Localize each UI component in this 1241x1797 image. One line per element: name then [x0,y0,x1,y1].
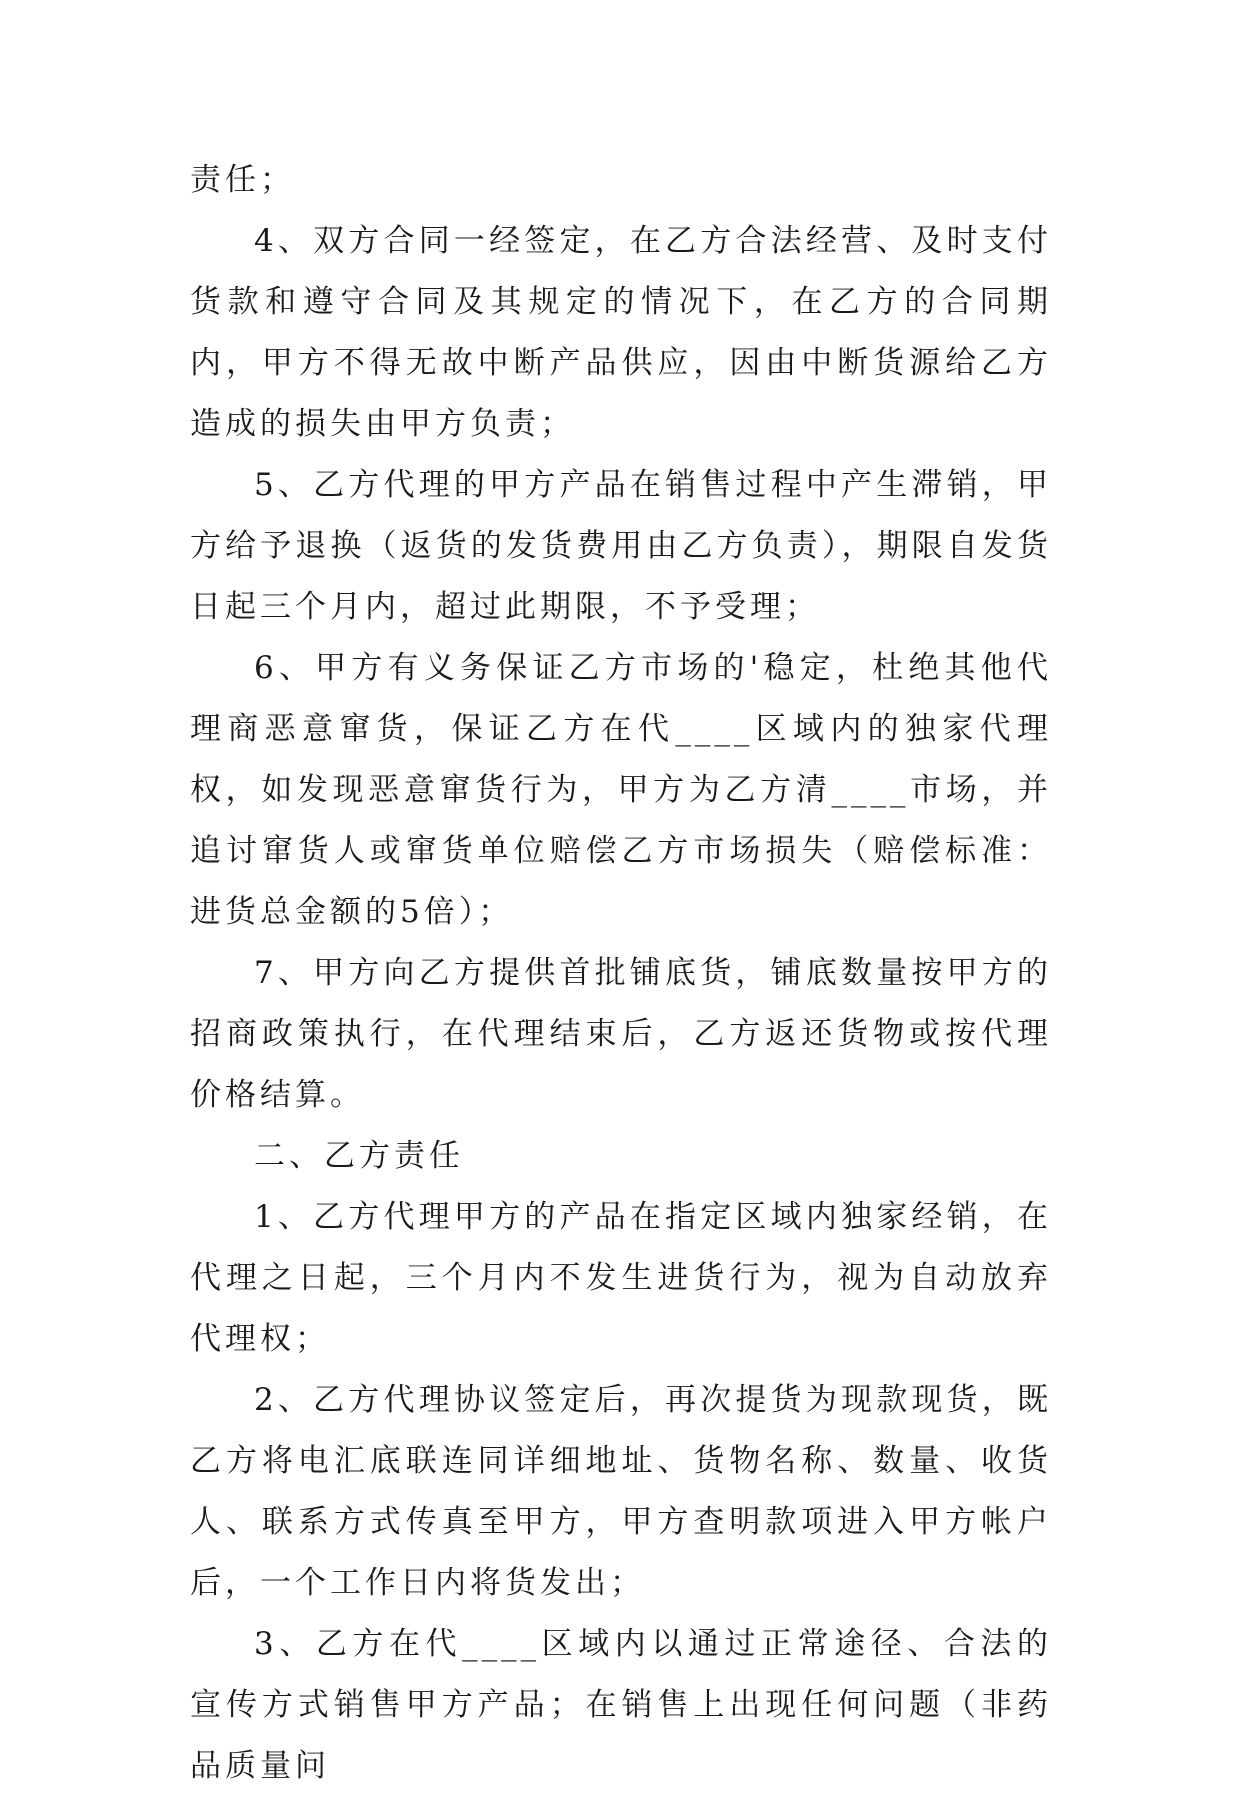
section-heading-party-b: 二、乙方责任 [254,1138,464,1174]
paragraph-b-clause-3: 3、乙方在代____区域内以通过正常途径、合法的宣传方式销售甲方产品；在销售上出现任何问题（非药品质量问 [190,1626,1052,1784]
paragraph-b-clause-1: 1、乙方代理甲方的产品在指定区域内独家经销，在代理之日起，三个月内不发生进货行为，视为自动放弃代理权； [190,1199,1052,1357]
paragraph-responsibility-end: 责任； [190,162,295,198]
paragraph-clause-6: 6、甲方有义务保证乙方市场的'稳定，杜绝其他代理商恶意窜货，保证乙方在代____区域内的独家代理权，如发现恶意窜货行为，甲方为乙方清____市场，并追讨窜货人或窜货单位赔偿乙方市场损失（赔偿标准：进货总金额的5倍）； [190,650,1052,930]
paragraph-clause-7: 7、甲方向乙方提供首批铺底货，铺底数量按甲方的招商政策执行，在代理结束后，乙方返还货物或按代理价格结算。 [190,955,1052,1113]
paragraph-clause-5: 5、乙方代理的甲方产品在销售过程中产生滞销，甲方给予退换（返货的发货费用由乙方负责），期限自发货日起三个月内，超过此期限，不予受理； [190,467,1052,625]
paragraph-clause-4: 4、双方合同一经签定，在乙方合法经营、及时支付货款和遵守合同及其规定的情况下，在乙方的合同期内，甲方不得无故中断产品供应，因由中断货源给乙方造成的损失由甲方负责； [190,223,1052,442]
paragraph-b-clause-2: 2、乙方代理协议签定后，再次提货为现款现货，既乙方将电汇底联连同详细地址、货物名称、数量、收货人、联系方式传真至甲方，甲方查明款项进入甲方帐户后，一个工作日内将货发出； [190,1382,1052,1601]
document-body [190,150,1052,1797]
